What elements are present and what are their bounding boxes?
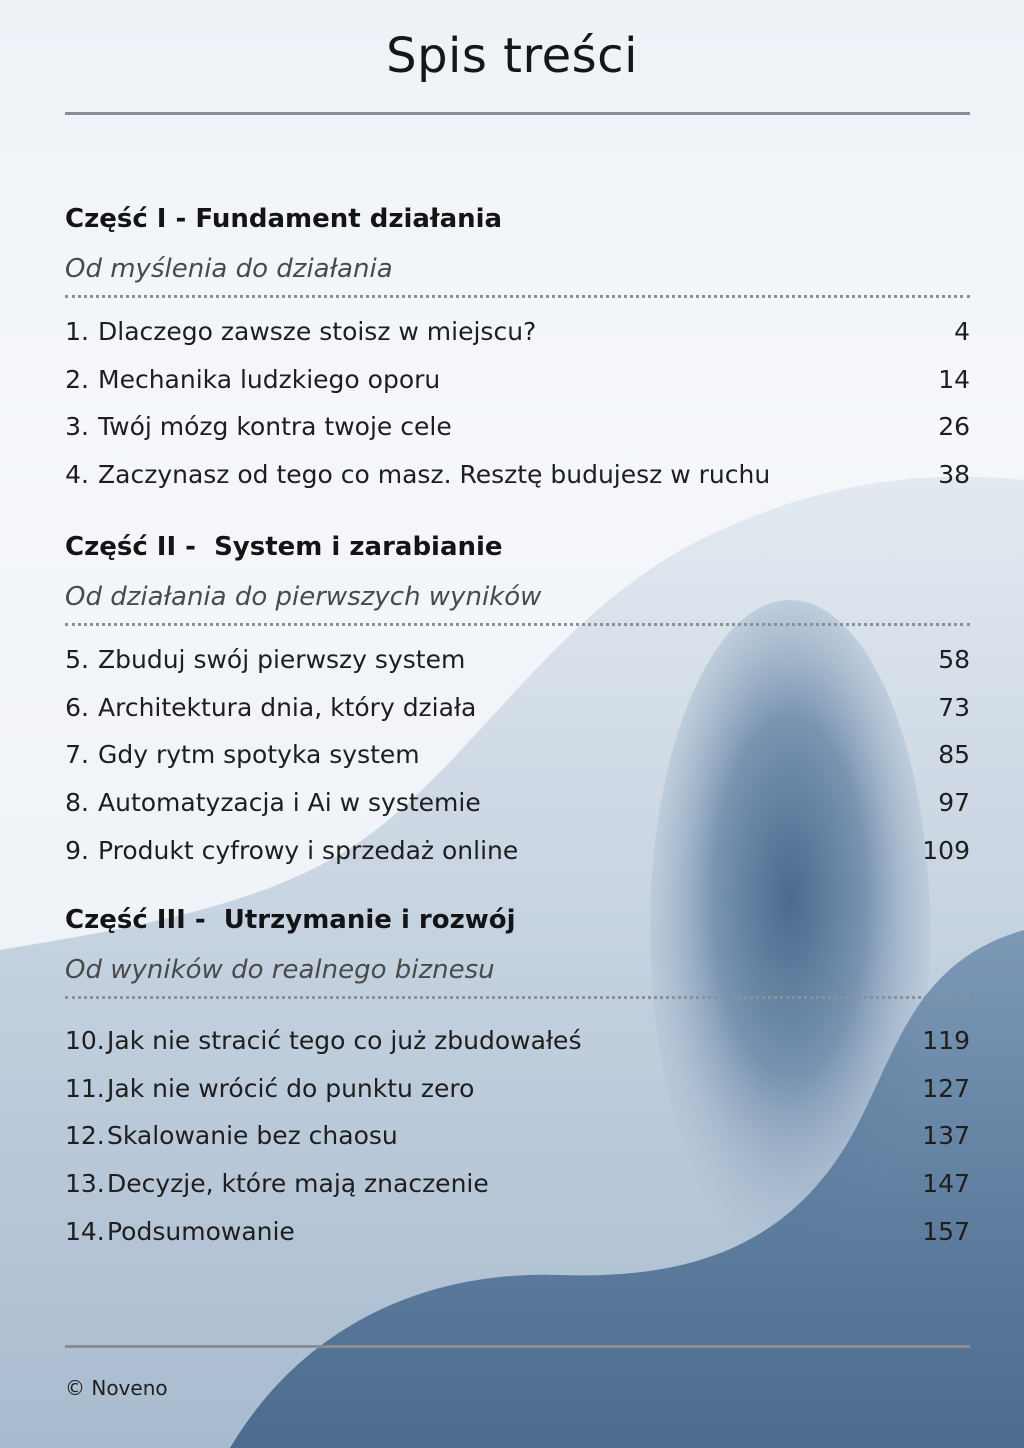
chapter-title: Decyzje, które mają znaczenie [107,1169,489,1199]
toc-entry[interactable] [65,356,970,404]
page-number: 38 [938,460,970,490]
chapter-number: 7. [65,740,89,770]
toc-entry[interactable] [65,1112,970,1160]
chapter-number: 8. [65,788,89,818]
toc-entry[interactable] [65,308,970,356]
page-title: Spis treści [386,28,638,84]
part-subtitle: Od myślenia do działania [65,254,393,284]
chapter-title: Podsumowanie [107,1216,295,1246]
dotted-divider [65,295,970,298]
bottom-divider [65,1345,970,1348]
chapter-number: 11. [65,1073,105,1103]
toc-entry[interactable] [65,1065,970,1113]
chapter-number: 10. [65,1026,105,1056]
toc-entry[interactable] [65,1160,970,1208]
part-heading: Część II - System i zarabianie [65,532,503,562]
chapter-number: 3. [65,412,89,442]
chapter-number: 5. [65,645,89,675]
copyright-footer: © Noveno [65,1376,168,1400]
chapter-number: 1. [65,317,89,347]
chapter-title: Zaczynasz od tego co masz. Resztę budujesz w ruchu [98,460,771,490]
dotted-divider [65,623,970,626]
chapter-title: Gdy rytm spotyka system [98,740,420,770]
page-number: 147 [922,1169,970,1199]
chapter-title: Architektura dnia, który działa [98,692,477,722]
page-number: 85 [938,740,970,770]
page-number: 14 [938,364,970,394]
part-heading: Część III - Utrzymanie i rozwój [65,905,516,935]
page-number: 58 [938,645,970,675]
toc-entry[interactable] [65,684,970,732]
part-subtitle: Od działania do pierwszych wyników [65,582,542,612]
chapter-number: 6. [65,692,89,722]
top-divider [65,112,970,115]
toc-entry[interactable] [65,731,970,779]
chapter-title: Zbuduj swój pierwszy system [98,645,466,675]
chapter-title: Mechanika ludzkiego oporu [98,364,441,394]
toc-entry[interactable] [65,779,970,827]
page-number: 109 [922,835,970,865]
page-number: 119 [922,1026,970,1056]
toc-entry[interactable] [65,636,970,684]
toc-entry[interactable] [65,1207,970,1255]
chapter-number: 9. [65,835,89,865]
page-number: 4 [954,317,970,347]
page-number: 73 [938,692,970,722]
chapter-number: 14. [65,1216,105,1246]
toc-entry[interactable] [65,826,970,874]
chapter-number: 4. [65,460,89,490]
part-heading: Część I - Fundament działania [65,204,503,234]
part-subtitle: Od wyników do realnego biznesu [65,955,495,985]
page-number: 97 [938,788,970,818]
chapter-number: 2. [65,364,89,394]
page-number: 137 [922,1121,970,1151]
chapter-number: 13. [65,1169,105,1199]
chapter-title: Jak nie wrócić do punktu zero [107,1073,475,1103]
toc-entry[interactable] [65,451,970,499]
chapter-title: Twój mózg kontra twoje cele [98,412,452,442]
chapter-number: 12. [65,1121,105,1151]
page-number: 157 [922,1216,970,1246]
toc-entry[interactable] [65,403,970,451]
page-number: 127 [922,1073,970,1103]
part-section-1 [65,201,970,498]
part-section-2 [65,529,970,874]
chapter-title: Dlaczego zawsze stoisz w miejscu? [98,317,537,347]
dotted-divider [65,996,970,999]
chapter-title: Jak nie stracić tego co już zbudowałeś [107,1026,582,1056]
chapter-title: Skalowanie bez chaosu [107,1121,398,1151]
page-number: 26 [938,412,970,442]
toc-entry[interactable] [65,1017,970,1065]
chapter-title: Automatyzacja i Ai w systemie [98,788,481,818]
part-section-3 [65,902,970,1255]
chapter-title: Produkt cyfrowy i sprzedaż online [98,835,519,865]
